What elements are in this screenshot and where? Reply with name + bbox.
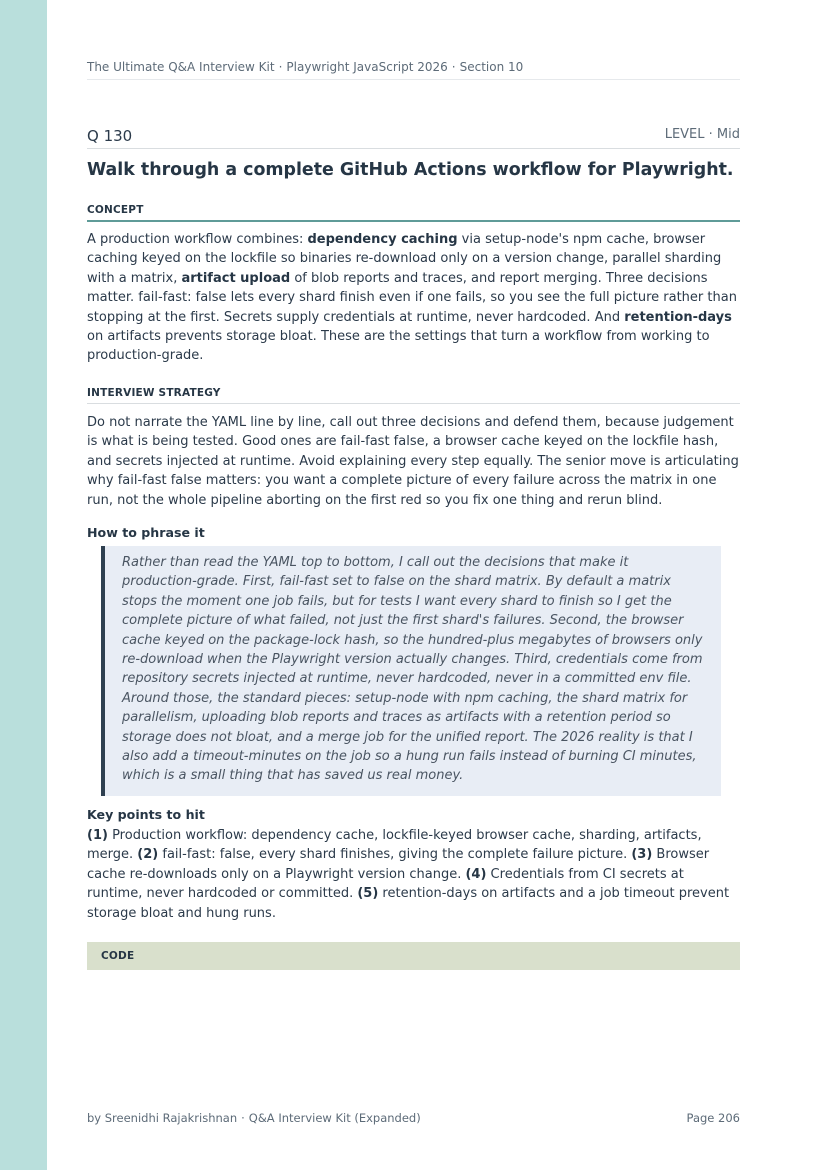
strategy-paragraph: Do not narrate the YAML line by line, call out three decisions and defend them, because judgement is what is being tested. Good ones are fail-fast false, a browser cache keyed on the lockfile hash, and secrets injected at runtime. Avoid explaining every step equally. The senior move is articulating why fail-fast false matters: you want a complete picture of every failure across the matrix in one run, not the whole pipeline aborting on the first red so you fix one thing and rerun blind. [87,415,739,508]
header-section: Section 10 [459,60,524,74]
footer-separator: · [241,1111,245,1125]
keypoint-number: (3) [631,847,653,863]
page-number: Page 206 [686,1111,740,1125]
concept-bold: retention-days [624,309,732,325]
header-separator: · [451,60,456,74]
keypoint-text: retention-days on artifacts and a job timeout prevent storage bloat and hung runs. [87,886,730,921]
concept-text: of blob reports and traces, and report merging. Three decisions matter. fail-fast: false lets every shard finish even if one fails, so you see the full picture rather than stopping at the first. Secrets supply credentials at runtime, never hardcoded. And [87,270,737,325]
keypoint-number: (5) [357,886,379,902]
footer-kit: Q&A Interview Kit (Expanded) [248,1111,421,1125]
concept-bold: artifact upload [181,270,291,286]
code-section-bar: CODE [87,942,740,970]
phrase-heading: How to phrase it [87,525,205,540]
level-badge: LEVEL · Mid [664,127,740,142]
footer-author: by Sreenidhi Rajakrishnan [87,1111,238,1125]
running-header [87,60,740,80]
keypoint-text: Production workflow: dependency cache, lockfile-keyed browser cache, sharding, artifacts, merge. [87,828,702,863]
keypoint-text: fail-fast: false, every shard finishes, giving the complete failure picture. [158,847,632,863]
phrase-quote: Rather than read the YAML top to bottom, I call out the decisions that make it production-grade. First, fail-fast set to false on the shard matrix. By default a matrix stops the moment one job fails, but for tests I want every shard to finish so I get the complete picture of what failed, not just the first shard's failures. Second, the browser cache keyed on the package-lock hash, so the hundred-plus megabytes of browsers only re-download when the Playwright version actually changes. Third, credentials come from repository secrets injected at runtime, never hardcoded, never in a committed env file. Around those, the standard pieces: setup-node with npm caching, the shard matrix for parallelism, uploading blob reports and traces as artifacts with a retention period so storage does not bloat, and a merge job for the unified report. The 2026 reality is that I also add a timeout-minutes on the job so a hung run fails instead of burning CI minutes, which is a small thing that has saved us real money. [101,546,721,796]
keypoints-heading: Key points to hit [87,807,205,822]
keypoint-number: (1) [87,828,108,843]
sidebar-stripe [0,0,47,1170]
concept-text: A production workflow combines: [87,232,308,247]
concept-text: via setup-node's npm cache, browser caching keyed on the lockfile so binaries re-download only on a version change, parallel sharding with a matrix, [87,232,722,286]
question-title: Walk through a complete GitHub Actions workflow for Playwright. [87,160,734,180]
concept-paragraph [87,230,740,366]
concept-text: on artifacts prevents storage bloat. These are the settings that turn a workflow from working to production-grade. [87,329,710,364]
keypoint-number: (4) [465,866,487,882]
header-book: The Ultimate Q&A Interview Kit [87,60,275,74]
concept-label: CONCEPT [87,204,740,222]
footer-left [87,1111,421,1125]
keypoint-text: Credentials from CI secrets at runtime, never hardcoded or committed. [87,866,684,902]
header-course: Playwright JavaScript 2026 [286,60,448,74]
strategy-label: INTERVIEW STRATEGY [87,387,740,404]
keypoint-number: (2) [137,847,159,863]
keypoints-paragraph [87,826,740,923]
concept-bold: dependency caching [307,232,458,247]
header-separator: · [278,60,283,74]
question-row [87,126,740,149]
question-number: Q 130 [87,127,133,145]
keypoint-text: Browser cache re-downloads only on a Playwright version change. [87,847,710,882]
